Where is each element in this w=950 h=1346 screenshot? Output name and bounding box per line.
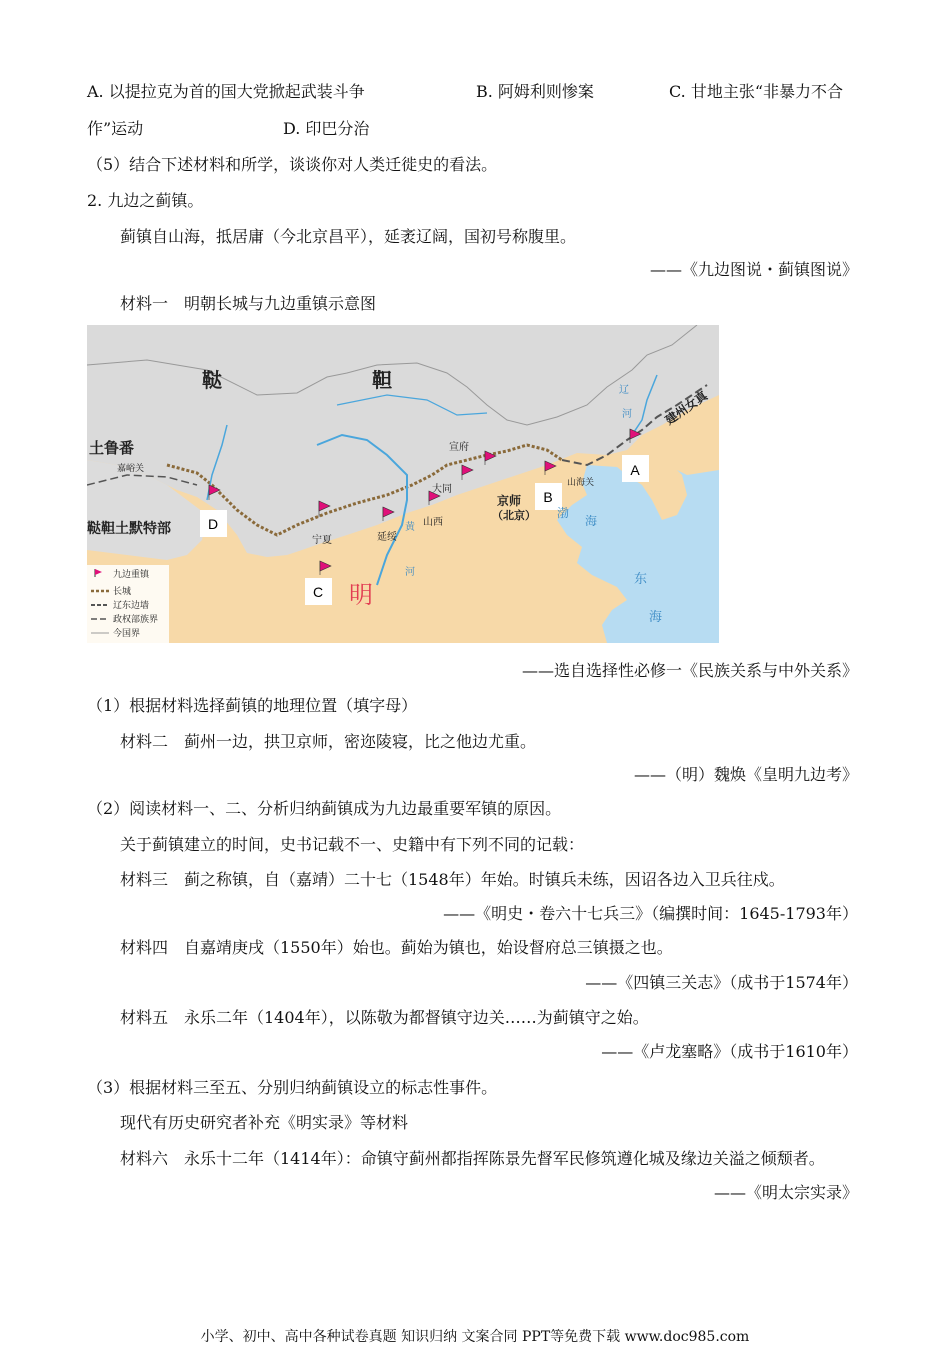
label-huang: 黄 xyxy=(405,522,415,533)
label-bo: 渤 xyxy=(557,506,570,520)
svg-text:A: A xyxy=(630,462,640,478)
map-source: ——选自选择性必修一《民族关系与中外关系》 xyxy=(521,661,858,680)
marker-a xyxy=(622,455,649,482)
svg-text:D: D xyxy=(207,516,219,532)
label-liao: 辽 xyxy=(619,385,629,396)
label-beijing: （北京） xyxy=(492,509,536,522)
legend-item: 政权部族界 xyxy=(113,615,159,625)
svg-text:C: C xyxy=(312,584,324,600)
legend-item: 九边重镇 xyxy=(113,570,150,580)
label-ningxia: 宁夏 xyxy=(312,535,332,546)
material-3-source: ——《明史・卷六十七兵三》（编撰时间：1645-1793年） xyxy=(443,904,858,923)
label-east-sea: 海 xyxy=(649,610,663,625)
label-river-1: 河 xyxy=(622,409,632,420)
material-6: 材料六 永乐十二年（1414年）：命镇守蓟州都指挥陈景先督军民修筑遵化城及缘边关溢之倾颓者。 xyxy=(120,1149,825,1168)
dating-note: 关于蓟镇建立的时间，史书记载不一、史籍中有下列不同的记载： xyxy=(120,835,585,854)
question-3: （3）根据材料三至五、分别归纳蓟镇设立的标志性事件。 xyxy=(87,1078,498,1097)
label-yansui: 延绥 xyxy=(377,532,397,543)
label-jingshi: 京师 xyxy=(497,494,522,508)
marker-c xyxy=(305,578,332,605)
option-a: A. 以提拉克为首的国大党掀起武装斗争 xyxy=(87,82,365,101)
label-datong: 大同 xyxy=(432,484,452,495)
page-footer: 小学、初中、高中各种试卷真题 知识归纳 文案合同 PPT等免费下载 www.doc985.com xyxy=(200,1329,750,1345)
intro-quote: 蓟镇自山海，抵居庸（今北京昌平），延袤辽阔，国初号称腹里。 xyxy=(120,227,577,246)
option-c: C. 甘地主张“非暴力不合 xyxy=(669,82,844,101)
material-2: 材料二 蓟州一边，拱卫京师，密迩陵寝，比之他边尤重。 xyxy=(120,732,537,751)
label-tubo: 土鲁番 xyxy=(89,439,135,457)
ming-great-wall-map xyxy=(87,325,719,643)
material-6-source: ——《明太宗实录》 xyxy=(713,1183,858,1202)
legend-item: 长城 xyxy=(113,587,132,597)
label-jiayuguan: 嘉峪关 xyxy=(117,464,145,474)
option-d: D. 印巴分治 xyxy=(283,119,370,138)
label-tumote: 鞑靼土默特部 xyxy=(87,521,171,537)
section-title: 2. 九边之蓟镇。 xyxy=(87,191,204,210)
option-c-continued: 作”运动 xyxy=(87,119,144,138)
label-xuanfu: 宣府 xyxy=(449,442,469,453)
label-dong: 东 xyxy=(634,572,648,587)
label-ming: 明 xyxy=(349,581,373,609)
question-1: （1）根据材料选择蓟镇的地理位置（填字母） xyxy=(87,696,418,715)
material-2-source: ——（明）魏焕《皇明九边考》 xyxy=(633,765,858,784)
label-river-2: 河 xyxy=(405,567,415,578)
label-tatar-2: 靼 xyxy=(372,368,392,392)
legend-item: 辽东边墙 xyxy=(113,601,150,611)
label-tatar-1: 鞑 xyxy=(202,368,222,392)
material-5-source: ——《卢龙塞略》（成书于1610年） xyxy=(601,1042,858,1061)
material-5: 材料五 永乐二年（1404年），以陈敬为都督镇守边关……为蓟镇守之始。 xyxy=(120,1008,649,1027)
material-3: 材料三 蓟之称镇，自（嘉靖）二十七（1548年）年始。时镇兵未练，因诏各边入卫兵往戍。 xyxy=(120,870,785,889)
material-1-title: 材料一 明朝长城与九边重镇示意图 xyxy=(120,294,377,313)
label-shanxi: 山西 xyxy=(423,517,443,528)
question-2: （2）阅读材料一、二、分析归纳蓟镇成为九边最重要军镇的原因。 xyxy=(87,799,562,818)
svg-text:B: B xyxy=(543,489,553,505)
modern-research-note: 现代有历史研究者补充《明实录》等材料 xyxy=(120,1113,409,1132)
label-jianzhou: 建州女真 xyxy=(662,388,711,428)
option-b: B. 阿姆利则惨案 xyxy=(476,82,594,101)
label-shanhaiguan: 山海关 xyxy=(567,478,595,488)
question-5: （5）结合下述材料和所学，谈谈你对人类迁徙史的看法。 xyxy=(87,155,498,174)
marker-d xyxy=(200,510,227,537)
material-4: 材料四 自嘉靖庚戌（1550年）始也。蓟始为镇也，始设督府总三镇摄之也。 xyxy=(120,938,673,957)
intro-source: ——《九边图说・蓟镇图说》 xyxy=(649,260,858,279)
material-4-source: ——《四镇三关志》（成书于1574年） xyxy=(585,973,858,992)
legend-item: 今国界 xyxy=(113,629,141,639)
map-legend xyxy=(87,565,169,643)
label-bohai-sea: 海 xyxy=(585,514,598,528)
